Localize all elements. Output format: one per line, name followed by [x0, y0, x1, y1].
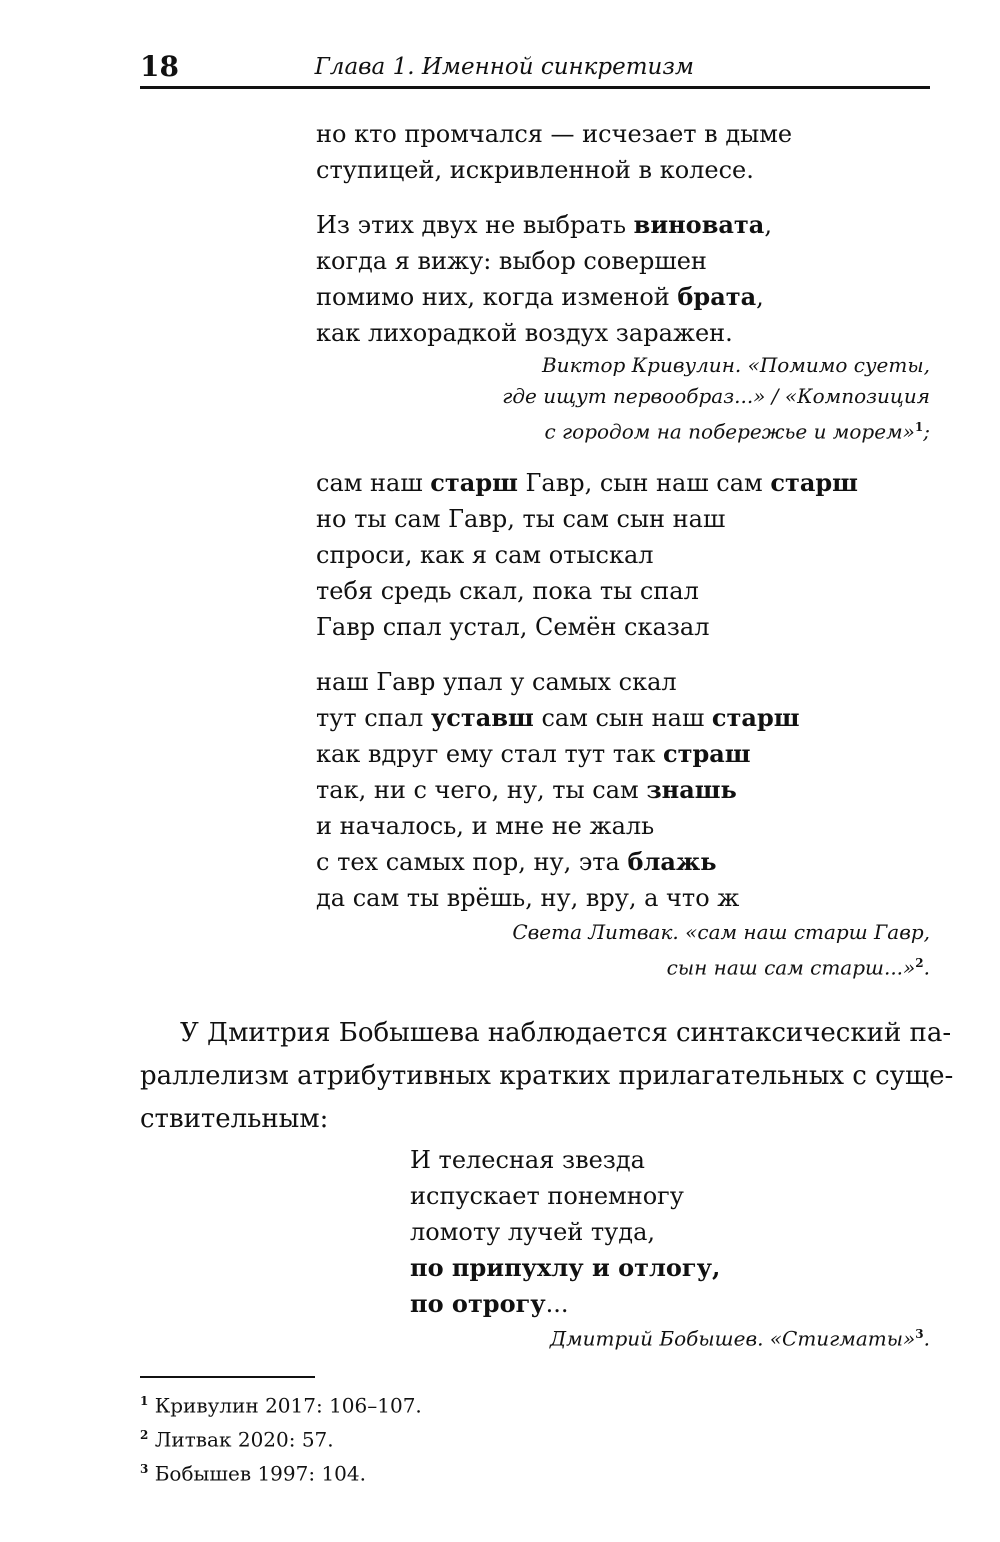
- footnote-number: 3: [140, 1462, 149, 1476]
- footnote: [140, 1384, 422, 1418]
- attribution-line: [502, 350, 930, 381]
- line-text: как вдруг ему стал тут так: [316, 740, 663, 768]
- footnotes: [140, 1384, 422, 1486]
- poem-line: [316, 279, 772, 315]
- attribution-text: Виктор Кривулин. «Помимо суеты,: [541, 353, 930, 377]
- footnote-mark[interactable]: 3: [915, 1327, 924, 1341]
- line-text: Из этих двух не выбрать: [316, 211, 634, 239]
- poem-line: [316, 152, 792, 188]
- poem-line: [316, 664, 800, 700]
- footnote: [140, 1418, 422, 1452]
- header-rule: [140, 86, 930, 89]
- poem-line: [316, 116, 792, 152]
- line-text: И телесная звезда: [410, 1146, 645, 1174]
- attribution-krivulin: [502, 350, 930, 443]
- line-text: Гавр спал устал, Семён сказал: [316, 613, 710, 641]
- attribution-text: где ищут первообраз...» / «Композиция: [502, 384, 930, 408]
- poem-stanza-krivulin-1: [316, 116, 792, 188]
- poem-line: [410, 1250, 720, 1286]
- body-paragraph: [140, 1012, 954, 1141]
- poem-line: [410, 1142, 720, 1178]
- line-text: как лихорадкой воздух заражен.: [316, 319, 733, 347]
- bold-word: старш: [711, 703, 800, 732]
- trailing-punctuation: .: [923, 955, 930, 980]
- line-text: ,: [756, 283, 764, 311]
- footnote-text: Литвак 2020: 57.: [148, 1427, 334, 1452]
- attribution-line: [512, 948, 930, 979]
- poem-stanza-bobyshev: [410, 1142, 720, 1322]
- poem-line: [316, 880, 800, 916]
- line-text: помимо них, когда изменой: [316, 283, 678, 311]
- paragraph-line: ствительным:: [140, 1104, 329, 1134]
- poem-line: [410, 1178, 720, 1214]
- poem-stanza-litvak-2: [316, 664, 800, 916]
- bold-word: старш: [770, 468, 858, 497]
- line-text: наш Гавр упал у самых скал: [316, 668, 677, 696]
- line-text: ,: [764, 211, 772, 239]
- line-text: так, ни с чего, ну, ты сам: [316, 776, 647, 804]
- line-text: но ты сам Гавр, ты сам сын наш: [316, 505, 726, 533]
- footnote-text: Бобышев 1997: 104.: [148, 1461, 366, 1486]
- bold-word: старш: [430, 468, 518, 497]
- line-text: тут спал: [316, 704, 431, 732]
- poem-line: [316, 573, 858, 609]
- footnote: [140, 1452, 422, 1486]
- bold-word: по отрогу: [410, 1289, 546, 1318]
- attribution-line: [550, 1319, 930, 1350]
- page-number: 18: [140, 50, 179, 83]
- attribution-line: [512, 917, 930, 948]
- footnote-mark[interactable]: 1: [914, 420, 924, 434]
- poem-line: [316, 609, 858, 645]
- bold-word: виновата: [633, 210, 765, 239]
- attribution-text: Дмитрий Бобышев. «Стигматы»: [549, 1326, 916, 1351]
- bold-word: блажь: [627, 847, 717, 876]
- poem-line: [316, 207, 772, 243]
- footnote-text: Кривулин 2017: 106–107.: [148, 1393, 422, 1418]
- line-text: испускает понемногу: [410, 1182, 684, 1210]
- line-text: но кто промчался — исчезает в дыме: [316, 120, 793, 148]
- poem-line: [316, 315, 772, 351]
- poem-line: [410, 1286, 720, 1322]
- line-text: да сам ты врёшь, ну, вру, а что ж: [316, 884, 740, 912]
- trailing-punctuation: .: [923, 1326, 930, 1351]
- poem-line: [316, 465, 858, 501]
- poem-line: [316, 700, 800, 736]
- line-text: ...: [545, 1290, 569, 1318]
- line-text: сам сын наш: [533, 704, 712, 732]
- paragraph-line: раллелизм атрибутивных кратких прилагательных с суще-: [140, 1061, 954, 1091]
- footnote-rule: [140, 1376, 315, 1378]
- poem-line: [316, 844, 800, 880]
- poem-line: [316, 736, 800, 772]
- poem-line: [316, 772, 800, 808]
- paragraph-line: У Дмитрия Бобышева наблюдается синтаксический па-: [180, 1018, 952, 1048]
- poem-line: [316, 808, 800, 844]
- page-header: [140, 50, 930, 86]
- footnote-number: 1: [140, 1394, 149, 1408]
- line-text: когда я вижу: выбор совершен: [316, 247, 707, 275]
- bold-word: знашь: [646, 775, 737, 804]
- line-text: сам наш: [316, 469, 431, 497]
- attribution-line: [502, 381, 930, 412]
- poem-stanza-krivulin-2: [316, 207, 772, 351]
- poem-line: [410, 1214, 720, 1250]
- bold-word: брата: [677, 282, 757, 311]
- poem-line: [316, 243, 772, 279]
- footnote-mark[interactable]: 2: [915, 956, 924, 970]
- line-text: Гавр, сын наш сам: [517, 469, 771, 497]
- running-title: Глава 1. Именной синкретизм: [314, 54, 694, 80]
- bold-word: страш: [662, 739, 751, 768]
- line-text: ступицей, искривленной в колесе.: [316, 156, 754, 184]
- line-text: ломоту лучей туда,: [410, 1218, 656, 1246]
- attribution-litvak: [512, 917, 930, 979]
- bold-word: уставш: [430, 703, 534, 732]
- footnote-number: 2: [140, 1428, 149, 1442]
- line-text: с тех самых пор, ну, эта: [316, 848, 628, 876]
- attribution-bobyshev: [550, 1319, 930, 1350]
- bold-word: по припухлу и отлогу,: [410, 1253, 721, 1282]
- line-text: и началось, и мне не жаль: [316, 812, 655, 840]
- poem-line: [316, 537, 858, 573]
- attribution-text: с городом на побережье и морем»: [544, 419, 915, 444]
- poem-stanza-litvak-1: [316, 465, 858, 645]
- poem-line: [316, 501, 858, 537]
- attribution-text: сын наш сам старш...»: [666, 955, 916, 980]
- line-text: спроси, как я сам отыскал: [316, 541, 654, 569]
- attribution-line: [502, 412, 930, 443]
- trailing-punctuation: ;: [923, 419, 930, 444]
- attribution-text: Света Литвак. «сам наш старш Гавр,: [512, 920, 930, 944]
- line-text: тебя средь скал, пока ты спал: [316, 577, 699, 605]
